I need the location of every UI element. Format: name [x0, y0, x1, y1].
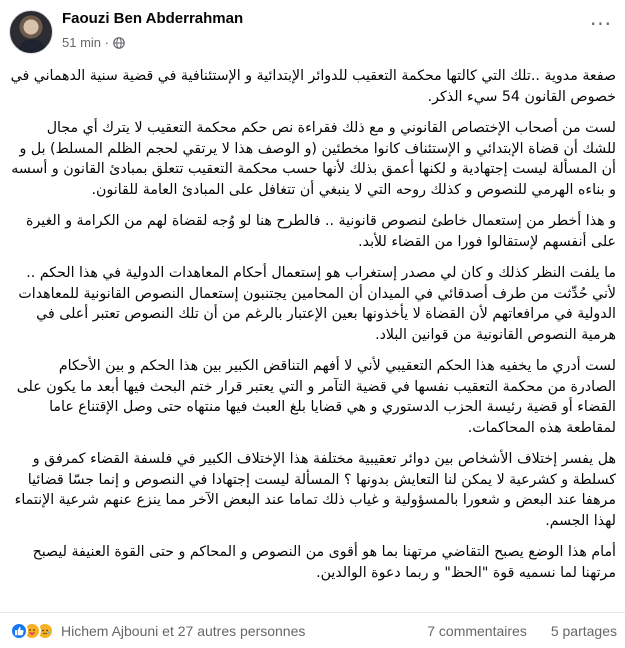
- post-paragraph: هل يفسر إختلاف الأشخاص بين دوائر تعقيبية مختلفة هذا الإختلاف الكبير في فلسفة القضاء كمرفق و كسلطة و كشرعية لا يمكن لنا التعايش بدونها ؟ المسألة ليست إجتهادا في النصوص و إنما جسّا قضائيا مرهفا عند البعض و شعورا بالمسؤولية و غياب ذلك تماما عند البعض الآخر مما ينزع عنهم شرعية الإنتماء لهذا الجسم.: [14, 451, 616, 529]
- post-paragraph: أمام هذا الوضع يصبح التقاضي مرتهنا بما هو أقوى من النصوص و المحاكم و حتى القوة العنيفة ليصبح مرتهنا لما نسميه قوة "الحظ" و ربما دعوة الوالدين.: [32, 544, 616, 581]
- post-time[interactable]: 51 min ·: [62, 35, 109, 50]
- post-paragraph: ما يلفت النظر كذلك و كان لي مصدر إستغراب هو إستعمال أحكام المعاهدات الدولية في هذا الحكم .. لأني حُدِّثت من طرف أصدقائي في الميدان أن المحامين يجتنبون إستعمال النصوص القانونية للمعاهدات الدولية في مرافعاتهم لأن القضاة لا يأخذونها بعين الإعتبار بالرغم من أن تلك النصوص تعتبر أعلى في هرمية النصوص القانونية من قوانين البلاد.: [18, 265, 616, 343]
- post-body: [10, 66, 616, 606]
- globe-icon: [113, 37, 125, 49]
- post-footer: [0, 612, 625, 648]
- post-meta: [62, 35, 125, 50]
- more-icon[interactable]: ···: [589, 12, 613, 36]
- author-name[interactable]: Faouzi Ben Abderrahman: [62, 10, 244, 27]
- engagement-counts: [427, 623, 617, 639]
- reactions-summary[interactable]: [10, 622, 305, 640]
- shares-count[interactable]: 5 partages: [550, 623, 617, 639]
- post-header: [0, 0, 625, 62]
- author-avatar[interactable]: [9, 10, 53, 54]
- post-paragraph: و هذا أخطر من إستعمال خاطئ لنصوص قانونية .. فالطرح هنا لو وُجه لقضاة لهم من الكرامة و الغيرة على أنفسهم لإستقالوا فورا من القضاء للأبد.: [26, 213, 616, 250]
- post-paragraph: لست من أصحاب الإختصاص القانوني و مع ذلك فقراءة نص حكم محكمة التعقيب لا يترك أي مجال للشك أن قضاة الإبتدائي و الإستئناف كانوا مخطئين (و الوصف هذا لا يرتقي لحجم الظلم المسلط) بل و أن المسألة ليست إجتهادية و لكنها أعمق بذلك لأنها حسب محكمة التعقيب تتعلق بمبادئ القانون و أسسه و بناءه الهرمي للنصوص و كذلك روحه التي لا ينبغي أن تتغافل على المبادئ العامة للقانون.: [11, 120, 616, 198]
- post-paragraph: لست أدري ما يخفيه هذا الحكم التعقيبي لأني لا أفهم التناقض الكبير بين هذا الحكم و بين الأحكام الصادرة من محكمة التعقيب نفسها في قضية التآمر و التي يعتبر قرار ختم البحث فيها أبعد ما يكون على القضاء أو قضية رئيسة الحزب الدستوري و هي قضايا بلغ العبث فيها منتهاه حتى وصل الإقتناع عاما لمقاطعة هذه المحاكمات.: [16, 358, 616, 436]
- reactors-text[interactable]: Hichem Ajbouni et 27 autres personnes: [61, 623, 306, 639]
- comments-count[interactable]: 7 commentaires: [427, 623, 527, 639]
- like-reaction-icon: [10, 622, 28, 640]
- post-paragraph: صفعة مدوية ..تلك التي كالتها محكمة التعقيب للدوائر الإبتدائية و الإستئنافية في قضية سنية الدهماني في خصوص القانون 54 سيء الذكر.: [10, 68, 616, 105]
